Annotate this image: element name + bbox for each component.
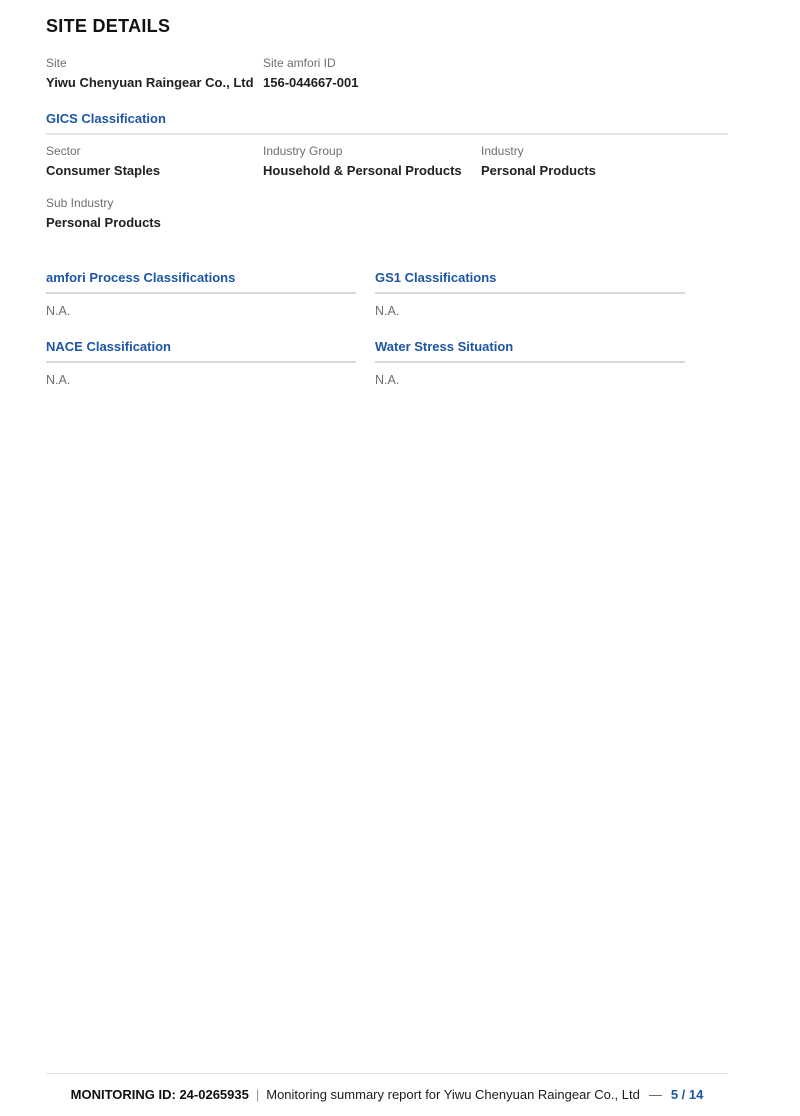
gics-fields-grid: [46, 144, 728, 230]
nace-classification-heading: NACE Classification: [46, 339, 356, 363]
footer-separator: |: [255, 1087, 260, 1102]
sector-label: Sector: [46, 144, 81, 158]
gics-classification-section: [46, 111, 728, 230]
site-identity-row: [46, 56, 728, 90]
gs1-classifications-value: N.A.: [375, 304, 400, 318]
nace-classification-value: N.A.: [46, 373, 71, 387]
industry-group-field: [263, 144, 481, 178]
water-stress-situation-value: N.A.: [375, 373, 400, 387]
sub-industry-label: Sub Industry: [46, 196, 114, 210]
industry-group-label: Industry Group: [263, 144, 343, 158]
gs1-classifications-section: [375, 270, 685, 318]
industry-value: Personal Products: [481, 163, 596, 178]
site-value: Yiwu Chenyuan Raingear Co., Ltd: [46, 75, 254, 90]
sub-industry-field: [46, 196, 263, 230]
site-amfori-id-label: Site amfori ID: [263, 56, 336, 70]
water-stress-situation-section: [375, 339, 685, 387]
industry-label: Industry: [481, 144, 524, 158]
page-title: SITE DETAILS: [46, 16, 171, 36]
gics-heading: GICS Classification: [46, 111, 728, 135]
classification-sections-grid: [46, 270, 728, 387]
amfori-process-classifications-value: N.A.: [46, 304, 71, 318]
footer-dash: —: [648, 1087, 662, 1102]
footer-page-indicator: 5 / 14: [670, 1087, 704, 1102]
industry-group-value: Household & Personal Products: [263, 163, 462, 178]
site-field: [46, 56, 263, 90]
site-label: Site: [46, 56, 67, 70]
site-amfori-id-value: 156-044667-001: [263, 75, 359, 90]
site-amfori-id-field: [263, 56, 358, 90]
amfori-process-classifications-section: [46, 270, 356, 318]
amfori-process-classifications-heading: amfori Process Classifications: [46, 270, 356, 294]
sector-value: Consumer Staples: [46, 163, 161, 178]
industry-field: [481, 144, 728, 178]
page-footer: [46, 1073, 728, 1102]
sector-field: [46, 144, 263, 178]
gs1-classifications-heading: GS1 Classifications: [375, 270, 685, 294]
footer-monitoring-id: MONITORING ID: 24-0265935: [70, 1087, 249, 1102]
footer-report-title: Monitoring summary report for Yiwu Chenyuan Raingear Co., Ltd: [266, 1087, 640, 1102]
sub-industry-value: Personal Products: [46, 215, 161, 230]
page-content: [0, 16, 800, 387]
water-stress-situation-heading: Water Stress Situation: [375, 339, 685, 363]
nace-classification-section: [46, 339, 356, 387]
